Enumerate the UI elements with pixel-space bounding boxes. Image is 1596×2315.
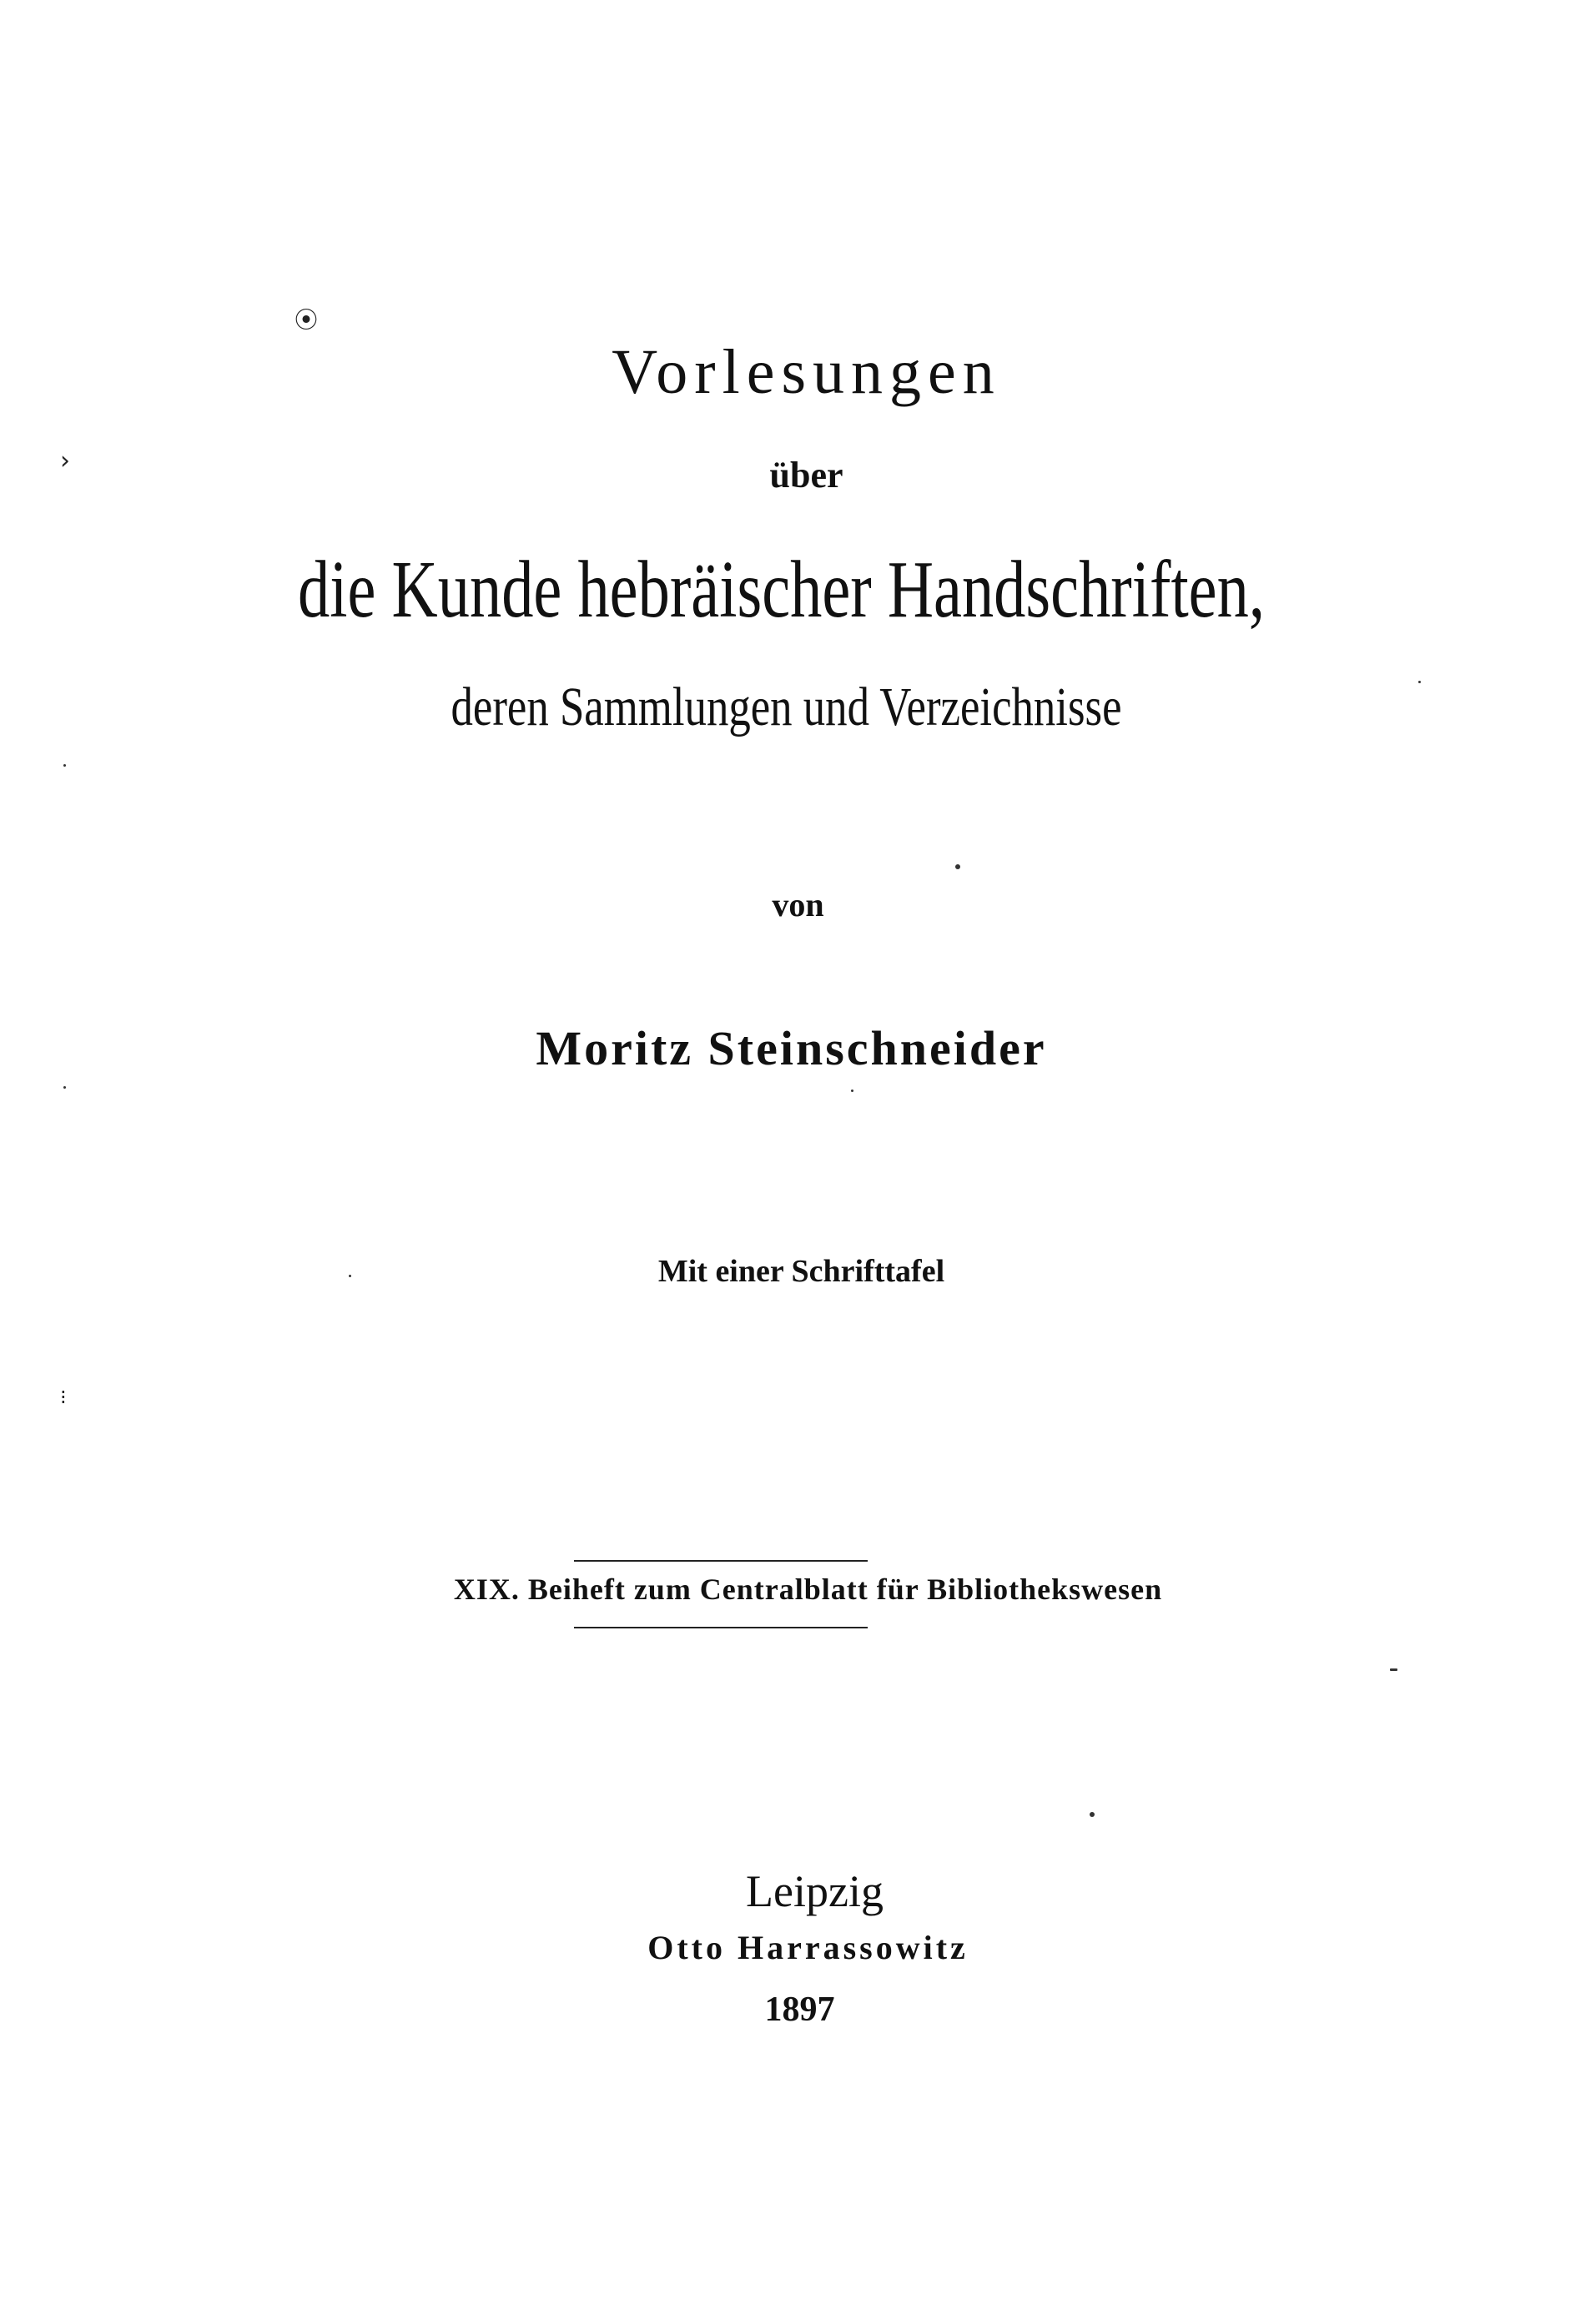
title-line-2: über [769,455,843,496]
by-line: von [772,886,824,923]
publication-year: 1897 [764,1990,835,2029]
margin-mark-icon: › [60,446,70,476]
scan-speck [1418,681,1421,683]
publisher-name: Otto Harrassowitz [647,1929,969,1966]
title-line-4: deren Sammlungen und Verzeichnisse [451,677,1122,737]
scan-speck [851,1090,853,1092]
library-stamp-icon: ⦿ [295,306,319,334]
publication-place: Leipzig [746,1866,884,1916]
series-rule-bottom [574,1627,868,1628]
title-line-3: die Kunde hebräischer Handschriften, [298,545,1265,635]
plate-note: Mit einer Schrifttafel [657,1254,945,1289]
series-statement: XIX. Beiheft zum Centralblatt für Bibliothekswesen [453,1573,1163,1606]
title-line-1: Vorlesungen [612,337,1001,407]
series-rule-top [574,1560,868,1562]
scan-speck [1090,1812,1095,1817]
scan-speck [63,1086,66,1089]
author-name: Moritz Steinschneider [536,1021,1047,1075]
scan-speck [1390,1668,1397,1671]
scan-speck [349,1275,351,1277]
scan-speck [955,864,960,869]
scan-speck [63,764,66,767]
margin-mark-icon: ⁝ [60,1386,67,1409]
